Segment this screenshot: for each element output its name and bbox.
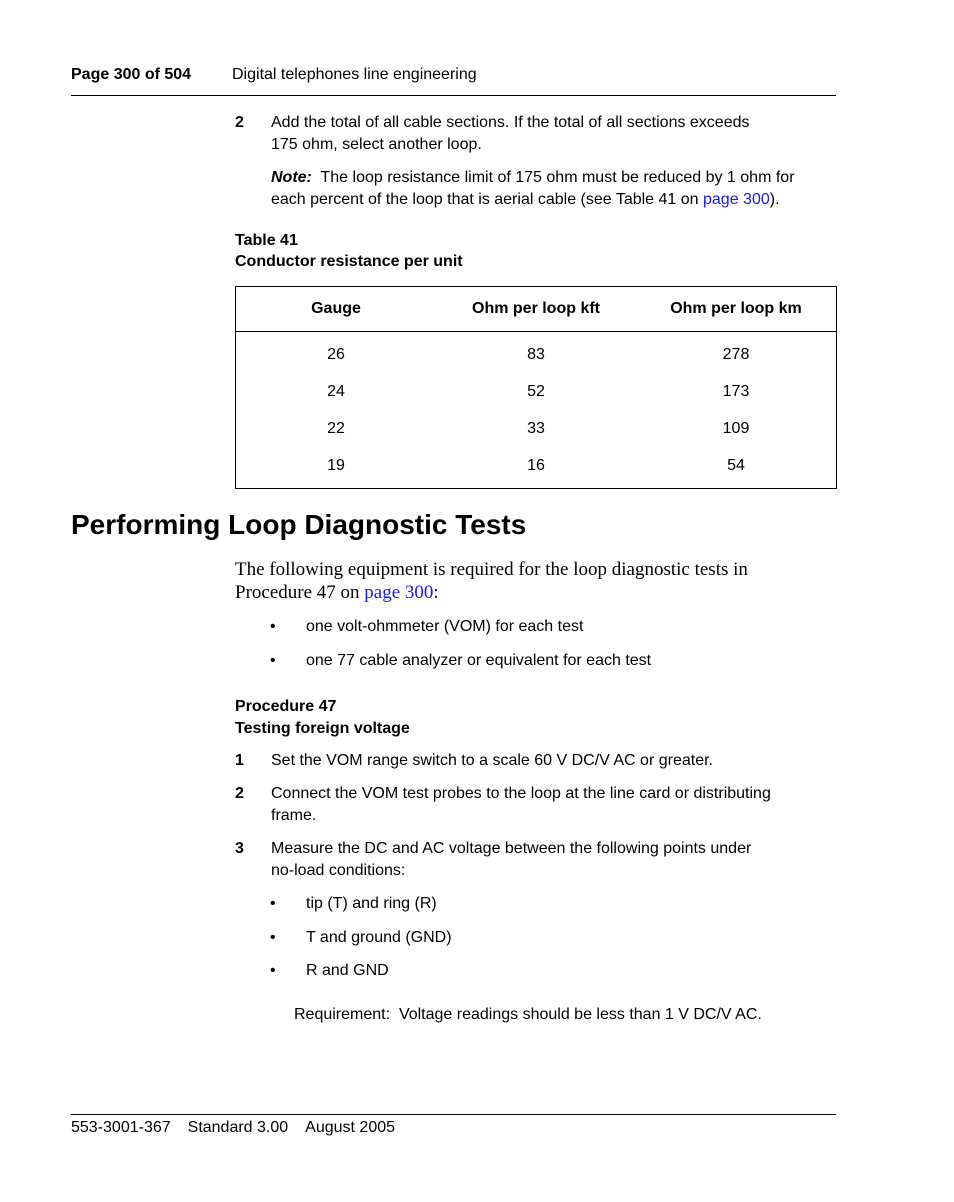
table-row bbox=[236, 410, 837, 447]
step-text-line: Measure the DC and AC voltage between the following points under bbox=[271, 840, 752, 857]
procedure-number: Procedure 47 bbox=[235, 698, 337, 715]
table-number: Table 41 bbox=[235, 232, 298, 249]
column-header-gauge: Gauge bbox=[236, 287, 437, 332]
header-rule bbox=[71, 95, 836, 96]
step-number: 1 bbox=[235, 752, 244, 769]
bullet-icon: • bbox=[270, 618, 276, 635]
measurement-point: tip (T) and ring (R) bbox=[306, 895, 437, 912]
column-header-kft: Ohm per loop kft bbox=[436, 287, 636, 332]
table-cell: 173 bbox=[722, 382, 750, 400]
procedure-caption bbox=[235, 696, 410, 740]
step-text bbox=[271, 783, 771, 827]
table-cell: 109 bbox=[722, 419, 750, 437]
table-cell: 52 bbox=[527, 382, 545, 400]
document-title: Digital telephones line engineering bbox=[232, 66, 477, 83]
resistance-table bbox=[235, 286, 837, 489]
measurement-point: T and ground (GND) bbox=[306, 929, 452, 946]
table-cell: 19 bbox=[327, 456, 345, 474]
intro-text: : bbox=[433, 582, 439, 603]
table-cell: 33 bbox=[527, 419, 545, 437]
bullet-icon: • bbox=[270, 962, 276, 979]
note-text: ). bbox=[769, 191, 780, 208]
intro-text: Procedure 47 on bbox=[235, 582, 365, 603]
intro-paragraph bbox=[235, 558, 795, 604]
table-cell: 83 bbox=[527, 345, 545, 363]
page-link[interactable]: page 300 bbox=[364, 582, 434, 603]
step-text-line: Add the total of all cable sections. If the total of all sections exceeds bbox=[271, 114, 750, 131]
step-text-line: frame. bbox=[271, 807, 317, 824]
step-text bbox=[271, 112, 750, 156]
table-row bbox=[236, 373, 837, 410]
step-number: 2 bbox=[235, 114, 244, 131]
table-title: Conductor resistance per unit bbox=[235, 253, 463, 270]
intro-line bbox=[235, 581, 795, 604]
step-text bbox=[271, 838, 751, 882]
intro-line: The following equipment is required for the loop diagnostic tests in bbox=[235, 559, 748, 580]
column-header-km: Ohm per loop km bbox=[636, 287, 837, 332]
step-text-line: no-load conditions: bbox=[271, 862, 406, 879]
step-number: 3 bbox=[235, 840, 244, 857]
step-text-line: Connect the VOM test probes to the loop at the line card or distributing bbox=[271, 785, 771, 802]
table-row bbox=[236, 447, 837, 489]
table-cell: 278 bbox=[722, 345, 750, 363]
table-cell: 16 bbox=[527, 456, 545, 474]
table-cell: 22 bbox=[327, 419, 345, 437]
step-text bbox=[271, 750, 713, 772]
note-line bbox=[271, 167, 795, 189]
page-number: Page 300 of 504 bbox=[71, 66, 192, 83]
note-text: The loop resistance limit of 175 ohm must be reduced by 1 ohm for bbox=[320, 169, 795, 186]
procedure-title: Testing foreign voltage bbox=[235, 720, 410, 737]
step-text-line: Set the VOM range switch to a scale 60 V DC/V AC or greater. bbox=[271, 752, 713, 769]
note-line bbox=[271, 189, 795, 211]
note-text: each percent of the loop that is aerial cable (see Table 41 on bbox=[271, 191, 703, 208]
measurement-point: R and GND bbox=[306, 962, 389, 979]
note-label: Note: bbox=[271, 169, 312, 186]
bullet-icon: • bbox=[270, 895, 276, 912]
publication-date: August 2005 bbox=[305, 1119, 396, 1136]
page-link[interactable]: page 300 bbox=[703, 191, 770, 208]
table-cell: 54 bbox=[727, 456, 745, 474]
bullet-icon: • bbox=[270, 652, 276, 669]
standard-version: Standard 3.00 bbox=[187, 1119, 289, 1136]
table-cell: 24 bbox=[327, 382, 345, 400]
footer-rule bbox=[71, 1114, 836, 1115]
footer bbox=[71, 1119, 412, 1137]
bullet-icon: • bbox=[270, 929, 276, 946]
table-row bbox=[236, 332, 837, 374]
requirement-text: Requirement: Voltage readings should be less than 1 V DC/V AC. bbox=[294, 1006, 762, 1023]
equipment-item: one 77 cable analyzer or equivalent for each test bbox=[306, 652, 652, 669]
table-header-row bbox=[236, 287, 837, 332]
step-text-line: 175 ohm, select another loop. bbox=[271, 136, 482, 153]
note-block bbox=[271, 167, 795, 211]
equipment-item: one volt-ohmmeter (VOM) for each test bbox=[306, 618, 584, 635]
table-caption bbox=[235, 230, 463, 272]
section-heading: Performing Loop Diagnostic Tests bbox=[71, 509, 527, 540]
document-number: 553-3001-367 bbox=[71, 1119, 171, 1136]
step-number: 2 bbox=[235, 785, 244, 802]
table-cell: 26 bbox=[327, 345, 345, 363]
